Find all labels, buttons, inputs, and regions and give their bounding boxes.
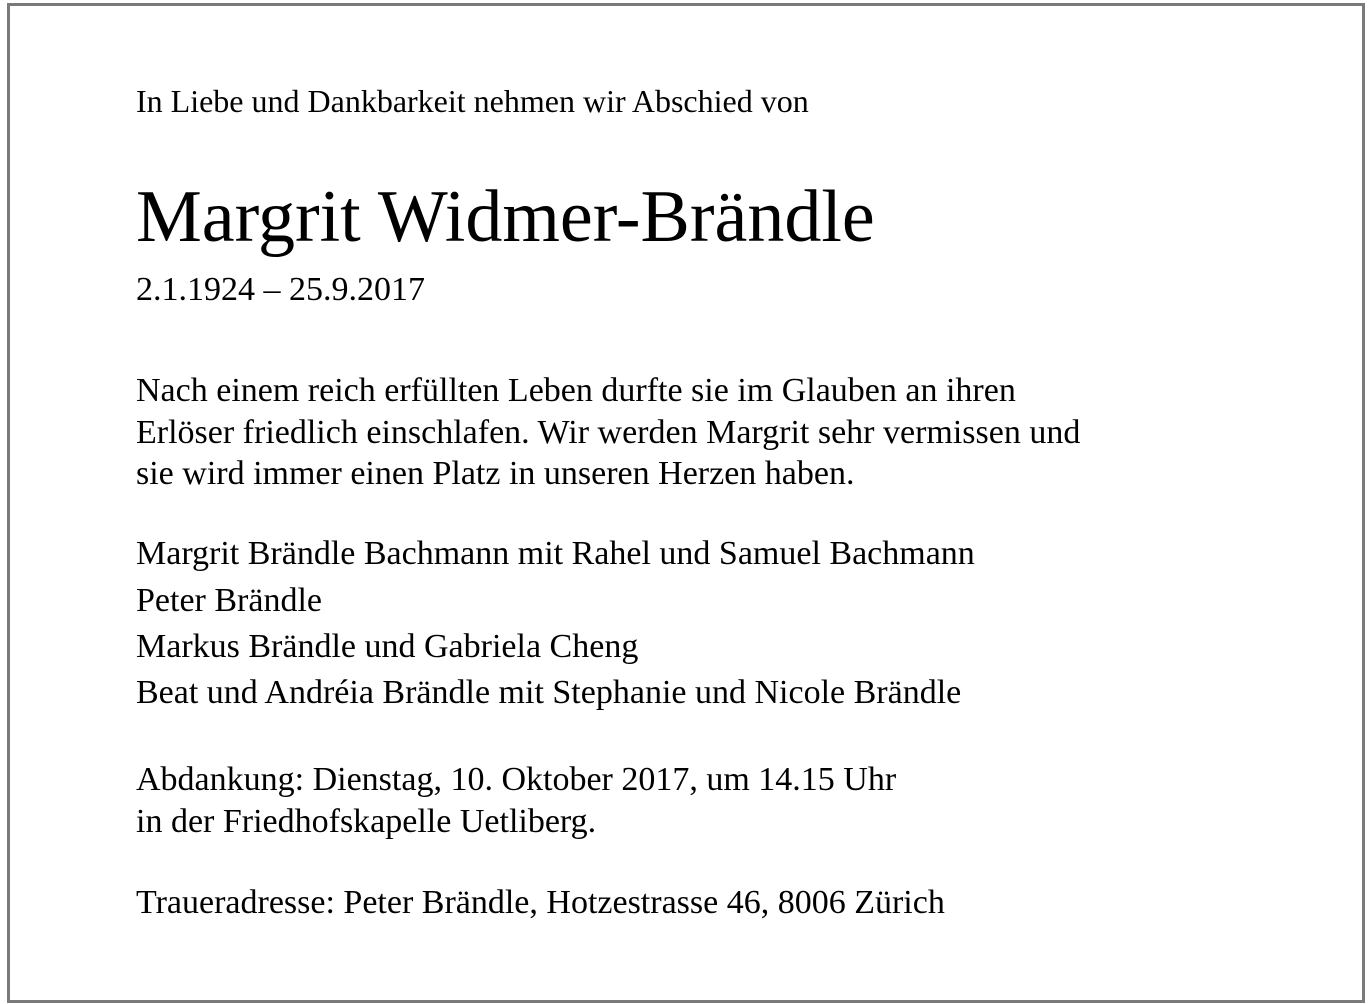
text-line: Nach einem reich erfüllten Leben durfte sie im Glauben an ihren — [136, 372, 1016, 409]
notice-frame — [7, 3, 1365, 1003]
relative-line: Peter Brändle — [136, 582, 322, 619]
service-line: Abdankung: Dienstag, 10. Oktober 2017, um 14.15 Uhr — [136, 761, 897, 798]
text-line: sie wird immer einen Platz in unseren Herzen haben. — [136, 455, 855, 492]
deceased-name: Margrit Widmer-Brändle — [136, 176, 875, 258]
text-line: Erlöser friedlich einschlafen. Wir werden Margrit sehr vermissen und — [136, 414, 1081, 451]
relative-line: Margrit Brändle Bachmann mit Rahel und Samuel Bachmann — [136, 535, 975, 572]
intro-line: In Liebe und Dankbarkeit nehmen wir Abschied von — [136, 83, 809, 119]
mourning-address: Traueradresse: Peter Brändle, Hotzestrasse 46, 8006 Zürich — [136, 884, 945, 921]
relative-line: Beat und Andréia Brändle mit Stephanie und Nicole Brändle — [136, 674, 962, 711]
service-line: in der Friedhofskapelle Uetliberg. — [136, 803, 597, 840]
relative-line: Markus Brändle und Gabriela Cheng — [136, 628, 639, 665]
life-dates: 2.1.1924 – 25.9.2017 — [136, 271, 425, 308]
